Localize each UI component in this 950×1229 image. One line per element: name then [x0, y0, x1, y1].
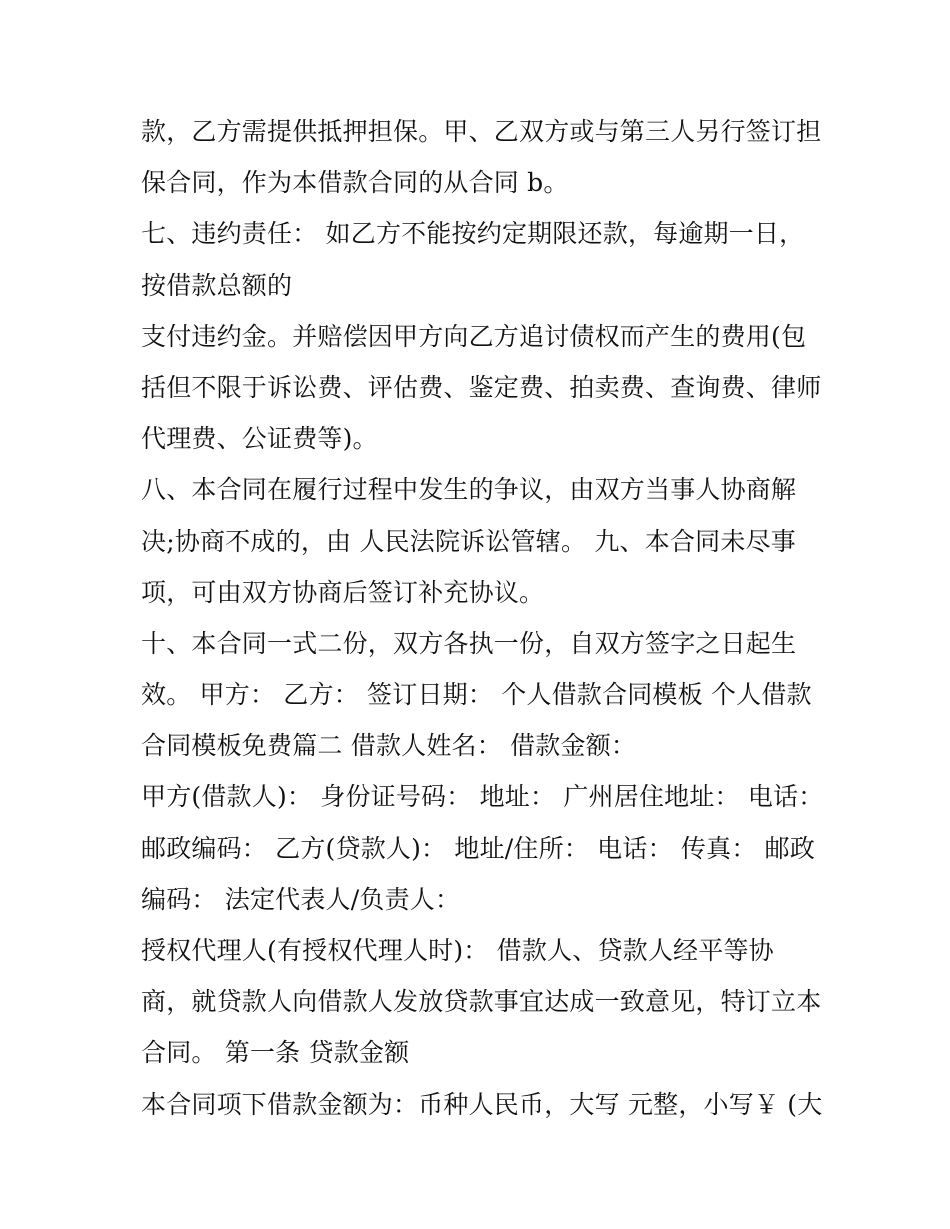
text-line: 款，乙方需提供抵押担保。甲、乙双方或与第三人另行签订担: [141, 117, 822, 146]
text-line: 括但不限于诉讼费、评估费、鉴定费、拍卖费、查询费、律师: [141, 372, 822, 402]
text-line: 代理费、公证费等)。: [141, 424, 378, 454]
text-line: 支付违约金。并赔偿因甲方向乙方追讨债权而产生的费用(包: [141, 321, 807, 351]
text-line: 按借款总额的: [141, 270, 293, 300]
text-line: 本合同项下借款金额为：币种人民币，大写 元整，小写￥ (大: [141, 1089, 823, 1119]
text-line: 十、本合同一式二份，双方各执一份，自双方签字之日起生: [141, 628, 797, 658]
text-line: 决;协商不成的，由 人民法院诉讼管辖。 九、本合同未尽事: [141, 526, 796, 556]
text-line: 编码： 法定代表人/负责人：: [141, 884, 461, 914]
text-line: 效。 甲方： 乙方： 签订日期： 个人借款合同模板 个人借款: [141, 680, 812, 710]
document-body: [141, 106, 824, 1130]
text-line: 项，可由双方协商后签订补充协议。: [141, 577, 545, 607]
text-line: 商，就贷款人向借款人发放贷款事宜达成一致意见，特订立本: [141, 987, 822, 1017]
text-line: 八、本合同在履行过程中发生的争议，由双方当事人协商解: [141, 475, 797, 505]
text-line: 保合同，作为本借款合同的从合同 b。: [141, 168, 569, 198]
text-line: 七、违约责任： 如乙方不能按约定期限还款，每逾期一日，: [141, 219, 805, 249]
text-line: 授权代理人(有授权代理人时)： 借款人、贷款人经平等协: [141, 936, 774, 965]
text-line: 合同。 第一条 贷款金额: [141, 1038, 410, 1068]
text-line: 邮政编码： 乙方(贷款人)： 地址/住所： 电话： 传真： 邮政: [141, 833, 816, 863]
text-line: 合同模板免费篇二 借款人姓名： 借款金额：: [141, 731, 637, 761]
text-line: 甲方(借款人)： 身份证号码： 地址： 广州居住地址： 电话：: [141, 782, 824, 812]
